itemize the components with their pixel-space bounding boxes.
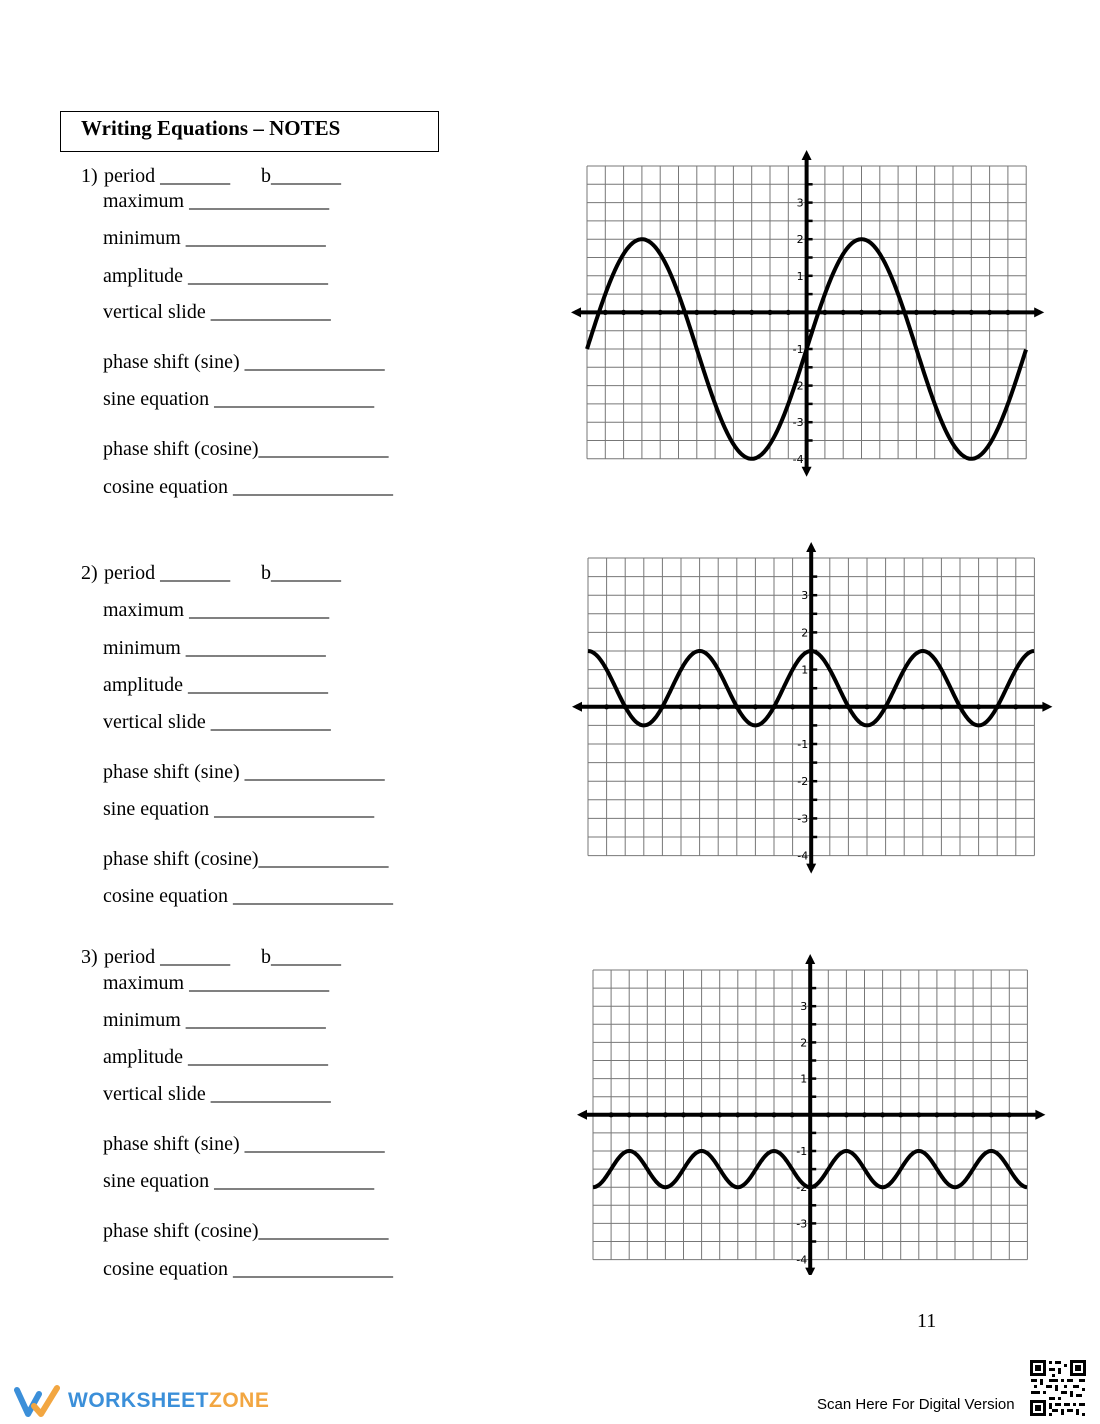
x-tick bbox=[735, 1112, 740, 1117]
x-tick bbox=[877, 310, 882, 315]
y-tick-label: -3 bbox=[792, 416, 804, 430]
x-tick bbox=[676, 310, 681, 315]
graph-3 bbox=[574, 950, 1049, 1275]
x-tick bbox=[989, 1112, 994, 1117]
x-tick bbox=[713, 310, 718, 315]
x-tick bbox=[880, 1112, 885, 1117]
x-tick bbox=[862, 1112, 867, 1117]
x-tick bbox=[604, 704, 609, 709]
x-tick bbox=[790, 1112, 795, 1117]
x-tick bbox=[844, 1112, 849, 1117]
x-tick bbox=[902, 704, 907, 709]
y-tick-label: -2 bbox=[792, 379, 804, 393]
y-tick-label: 2 bbox=[796, 233, 804, 247]
vertical-slide-field[interactable]: vertical slide ____________ bbox=[103, 1083, 331, 1105]
x-axis-arrow-right bbox=[1035, 1110, 1045, 1120]
problem-number: 3) bbox=[81, 946, 98, 968]
x-tick bbox=[699, 1112, 704, 1117]
x-tick bbox=[1007, 1112, 1012, 1117]
y-axis-arrow-up bbox=[805, 954, 815, 964]
x-tick bbox=[771, 1112, 776, 1117]
x-tick bbox=[841, 310, 846, 315]
phase-shift-cosine-field[interactable]: phase shift (cosine)_____________ bbox=[103, 848, 389, 870]
brand-name: WORKSHEETZONE bbox=[68, 1389, 270, 1412]
qr-code-icon[interactable] bbox=[1029, 1359, 1087, 1417]
x-tick bbox=[717, 1112, 722, 1117]
cosine-equation-field[interactable]: cosine equation ________________ bbox=[103, 476, 393, 498]
x-tick bbox=[603, 310, 608, 315]
page-number: 11 bbox=[917, 1310, 937, 1332]
x-tick bbox=[864, 704, 869, 709]
y-axis-arrow-up bbox=[806, 542, 816, 552]
x-tick bbox=[716, 704, 721, 709]
x-tick bbox=[822, 310, 827, 315]
x-tick bbox=[1005, 310, 1010, 315]
title-box bbox=[60, 111, 439, 152]
x-tick bbox=[914, 310, 919, 315]
b-field[interactable]: b_______ bbox=[261, 562, 341, 584]
x-tick bbox=[731, 310, 736, 315]
y-tick-label: 1 bbox=[800, 1072, 808, 1086]
sine-equation-field[interactable]: sine equation ________________ bbox=[103, 798, 375, 820]
x-tick bbox=[767, 310, 772, 315]
x-tick bbox=[681, 1112, 686, 1117]
x-axis-arrow-left bbox=[571, 307, 581, 317]
x-tick bbox=[826, 1112, 831, 1117]
phase-shift-cosine-field[interactable]: phase shift (cosine)_____________ bbox=[103, 438, 389, 460]
amplitude-field[interactable]: amplitude ______________ bbox=[103, 1046, 328, 1068]
x-tick bbox=[932, 310, 937, 315]
y-tick-label: -3 bbox=[797, 812, 809, 826]
y-tick-label: -4 bbox=[792, 452, 804, 466]
x-axis-arrow-left bbox=[572, 702, 582, 712]
maximum-field[interactable]: maximum ______________ bbox=[103, 599, 330, 621]
y-tick-label: 3 bbox=[796, 196, 804, 210]
problem-number: 2) bbox=[81, 562, 98, 584]
page-title: Writing Equations – NOTES bbox=[81, 116, 341, 140]
y-tick-label: -4 bbox=[796, 1253, 808, 1267]
y-tick-label: 2 bbox=[800, 1036, 808, 1050]
x-tick bbox=[916, 1112, 921, 1117]
phase-shift-sine-field[interactable]: phase shift (sine) ______________ bbox=[103, 351, 385, 373]
y-tick-label: 1 bbox=[796, 269, 804, 283]
y-tick-label: 2 bbox=[801, 626, 809, 640]
y-axis-arrow-down bbox=[806, 864, 816, 874]
x-tick bbox=[952, 1112, 957, 1117]
amplitude-field[interactable]: amplitude ______________ bbox=[103, 674, 328, 696]
x-tick bbox=[939, 704, 944, 709]
x-tick bbox=[621, 310, 626, 315]
minimum-field[interactable]: minimum ______________ bbox=[103, 227, 326, 249]
b-field[interactable]: b_______ bbox=[261, 946, 341, 968]
graph-1 bbox=[568, 148, 1048, 478]
x-tick bbox=[1013, 704, 1018, 709]
y-tick-label: -1 bbox=[796, 1145, 808, 1158]
cosine-equation-field[interactable]: cosine equation ________________ bbox=[103, 885, 393, 907]
x-tick bbox=[827, 704, 832, 709]
y-tick-label: 3 bbox=[801, 589, 809, 603]
x-tick bbox=[950, 310, 955, 315]
y-tick-label: 3 bbox=[800, 1000, 808, 1014]
x-axis-arrow-right bbox=[1034, 307, 1044, 317]
scan-caption: Scan Here For Digital Version bbox=[817, 1396, 1015, 1413]
x-tick bbox=[639, 310, 644, 315]
x-tick bbox=[753, 1112, 758, 1117]
x-tick bbox=[786, 310, 791, 315]
phase-shift-sine-field[interactable]: phase shift (sine) ______________ bbox=[103, 761, 385, 783]
y-tick-label: -2 bbox=[796, 1181, 808, 1195]
vertical-slide-field[interactable]: vertical slide ____________ bbox=[103, 711, 331, 733]
brand-logo bbox=[14, 1384, 269, 1418]
x-tick bbox=[658, 310, 663, 315]
problem-number: 1) bbox=[81, 165, 98, 187]
phase-shift-sine-field[interactable]: phase shift (sine) ______________ bbox=[103, 1133, 385, 1155]
x-tick bbox=[896, 310, 901, 315]
y-axis-arrow-down bbox=[805, 1268, 815, 1275]
x-tick bbox=[898, 1112, 903, 1117]
minimum-field[interactable]: minimum ______________ bbox=[103, 1009, 326, 1031]
period-field[interactable]: period _______ bbox=[104, 562, 231, 584]
x-tick bbox=[971, 1112, 976, 1117]
y-tick-label: -1 bbox=[792, 343, 804, 356]
amplitude-field[interactable]: amplitude ______________ bbox=[103, 265, 328, 287]
maximum-field[interactable]: maximum ______________ bbox=[103, 190, 330, 212]
x-tick bbox=[920, 704, 925, 709]
period-field[interactable]: period _______ bbox=[104, 165, 231, 187]
x-tick bbox=[678, 704, 683, 709]
x-tick bbox=[627, 1112, 632, 1117]
sine-equation-field[interactable]: sine equation ________________ bbox=[103, 1170, 375, 1192]
x-tick bbox=[790, 704, 795, 709]
x-tick bbox=[753, 704, 758, 709]
graph-2 bbox=[568, 540, 1058, 875]
vertical-slide-field[interactable]: vertical slide ____________ bbox=[103, 301, 331, 323]
x-tick bbox=[976, 704, 981, 709]
y-tick-label: -4 bbox=[797, 849, 809, 863]
x-tick bbox=[641, 704, 646, 709]
maximum-field[interactable]: maximum ______________ bbox=[103, 972, 330, 994]
y-tick-label: 1 bbox=[801, 663, 809, 677]
x-tick bbox=[934, 1112, 939, 1117]
x-tick bbox=[749, 310, 754, 315]
b-field[interactable]: b_______ bbox=[261, 165, 341, 187]
x-tick bbox=[969, 310, 974, 315]
phase-shift-cosine-field[interactable]: phase shift (cosine)_____________ bbox=[103, 1220, 389, 1242]
cosine-equation-field[interactable]: cosine equation ________________ bbox=[103, 1258, 393, 1280]
x-tick bbox=[987, 310, 992, 315]
x-axis-arrow-right bbox=[1042, 702, 1052, 712]
x-tick bbox=[609, 1112, 614, 1117]
x-tick bbox=[645, 1112, 650, 1117]
x-tick bbox=[697, 704, 702, 709]
x-axis-arrow-left bbox=[577, 1110, 587, 1120]
worksheetzone-logo-icon bbox=[14, 1384, 60, 1418]
y-tick-label: -2 bbox=[797, 775, 809, 789]
period-field[interactable]: period _______ bbox=[104, 946, 231, 968]
sine-equation-field[interactable]: sine equation ________________ bbox=[103, 388, 375, 410]
y-tick-label: -3 bbox=[796, 1217, 808, 1231]
x-tick bbox=[694, 310, 699, 315]
minimum-field[interactable]: minimum ______________ bbox=[103, 637, 326, 659]
y-axis-arrow-up bbox=[802, 150, 812, 160]
x-tick bbox=[663, 1112, 668, 1117]
y-axis-arrow-down bbox=[802, 467, 812, 477]
x-tick bbox=[859, 310, 864, 315]
y-tick-label: -1 bbox=[797, 738, 809, 751]
